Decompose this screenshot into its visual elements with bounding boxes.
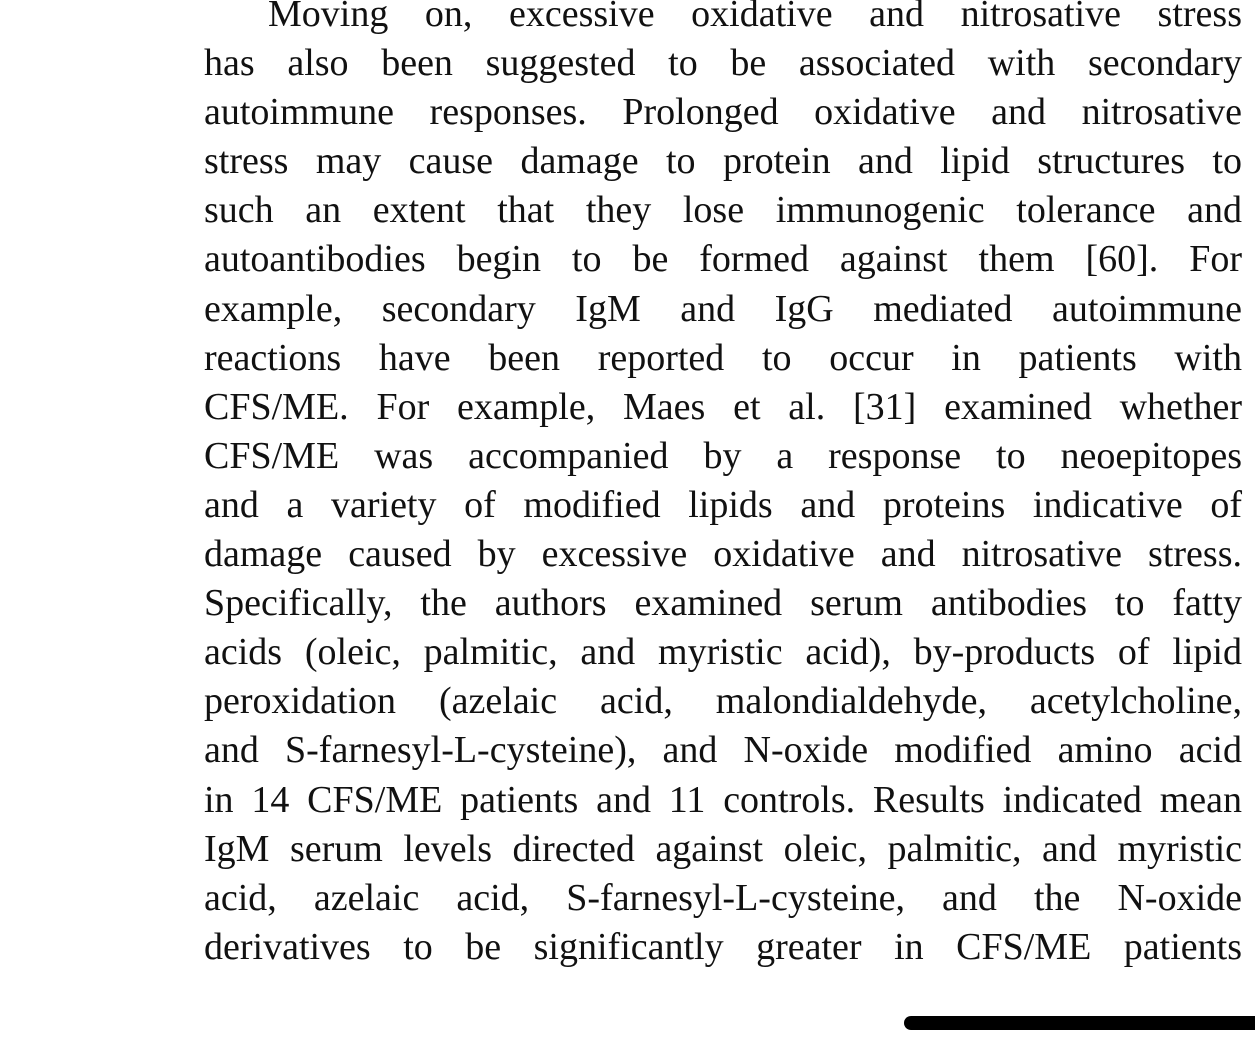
text-line: IgM serum levels directed against oleic, palmitic, and myristic xyxy=(204,827,1242,870)
text-line: damage caused by excessive oxidative and nitrosative stress. xyxy=(204,533,1242,576)
text-line: Moving on, excessive oxidative and nitrosative stress xyxy=(268,0,1242,35)
body-paragraph xyxy=(204,0,1242,972)
home-indicator-bar[interactable] xyxy=(904,1016,1255,1030)
text-line: CFS/ME was accompanied by a response to neoepitopes xyxy=(204,434,1242,477)
text-line: acids (oleic, palmitic, and myristic acid), by-products of lipid xyxy=(204,631,1242,674)
text-line: CFS/ME. For example, Maes et al. [31] examined whether xyxy=(204,385,1242,428)
text-line: example, secondary IgM and IgG mediated autoimmune xyxy=(204,287,1242,330)
text-line: autoantibodies begin to be formed against them [60]. For xyxy=(204,238,1242,281)
text-line: reactions have been reported to occur in patients with xyxy=(204,336,1242,379)
text-line: peroxidation (azelaic acid, malondialdehyde, acetylcholine, xyxy=(204,680,1242,723)
text-line: stress may cause damage to protein and lipid structures to xyxy=(204,140,1242,183)
text-line: in 14 CFS/ME patients and 11 controls. Results indicated mean xyxy=(204,778,1242,821)
text-line: and a variety of modified lipids and proteins indicative of xyxy=(204,483,1242,526)
text-line: derivatives to be significantly greater in CFS/ME patients xyxy=(204,925,1242,968)
text-line: such an extent that they lose immunogenic tolerance and xyxy=(204,189,1242,232)
text-line: acid, azelaic acid, S-farnesyl-L-cysteine, and the N-oxide xyxy=(204,876,1242,919)
text-line: has also been suggested to be associated with secondary xyxy=(204,42,1242,85)
text-line: autoimmune responses. Prolonged oxidative and nitrosative xyxy=(204,91,1242,134)
text-line: and S-farnesyl-L-cysteine), and N-oxide modified amino acid xyxy=(204,729,1242,772)
text-line: Specifically, the authors examined serum antibodies to fatty xyxy=(204,582,1242,625)
